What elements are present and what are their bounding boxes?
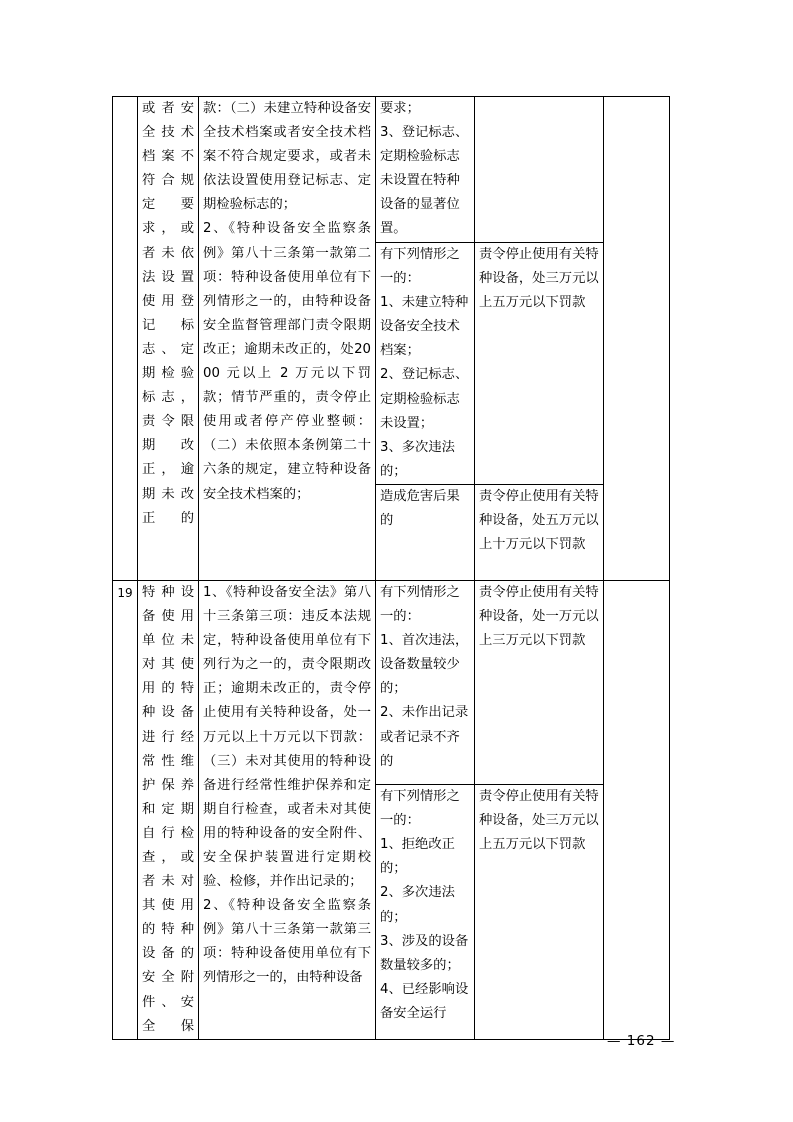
penalty-cell xyxy=(475,785,604,1040)
circumstance-text: 有下列情形之一的： 1、首次违法，设备数量较少的； 2、未作出记录或者记录不齐的 xyxy=(380,584,469,769)
circumstance-cell xyxy=(376,580,475,784)
circumstance-cell xyxy=(376,785,475,1040)
row-number: 19 xyxy=(117,585,133,600)
legal-basis-cell xyxy=(199,97,376,581)
page-number: — 162 — xyxy=(607,1033,676,1049)
circumstance-cell xyxy=(376,97,475,243)
violation-text: 特种设备使用单位未对其使用的特种设备进行经常性维护保养和定期自行检查，或者未对其使用的特种设备的安全附件、安全保 xyxy=(142,584,194,1034)
legal-basis-text: 1、《特种设备安全法》第八十三条第三项：违反本法规定，特种设备使用单位有下列行为之一的，责令限期改正；逾期未改正的，责令停止使用有关特种设备，处一万元以上十万元以下罚款：（三）未对其使用的特种设备进行经常性维护保养和定期自行检查，或者未对其使用的特种设备的安全附件、安全保护装置进行定期校验、检修，并作出记录的； 2、《特种设备安全监察条例》第八十三条第一款第三项：特种设备使用单位有下列情形之一的，由特种设备 xyxy=(203,584,371,986)
circumstance-text: 有下列情形之一的： 1、未建立特种设备安全技术档案； 2、登记标志、定期检验标志未设置； 3、多次违法的； xyxy=(380,247,469,479)
violation-cell xyxy=(138,580,199,1039)
penalty-cell xyxy=(475,580,604,784)
circumstance-text: 有下列情形之一的： 1、拒绝改正的； 2、多次违法的； 3、涉及的设备数量较多的； 4、已经影响设备安全运行 xyxy=(380,789,469,1021)
penalty-text: 责令停止使用有关特种设备，处三万元以上五万元以下罚款 xyxy=(479,247,599,311)
circumstance-text: 造成危害后果的 xyxy=(380,488,460,529)
penalty-text: 责令停止使用有关特种设备，处三万元以上五万元以下罚款 xyxy=(479,789,599,853)
penalty-text: 责令停止使用有关特种设备，处一万元以上三万元以下罚款 xyxy=(479,584,599,649)
violation-text: 或者安全技术档案不符合规定要求，或者未依法设置使用登记标志、定期检验标志，责令限期改正，逾期未改正的 xyxy=(142,101,194,526)
penalty-text: 责令停止使用有关特种设备，处五万元以上十万元以下罚款 xyxy=(479,488,599,553)
circumstance-cell xyxy=(376,484,475,580)
circumstance-cell xyxy=(376,243,475,485)
note-cell xyxy=(604,97,670,581)
table-row xyxy=(113,580,670,784)
penalty-cell xyxy=(475,484,604,580)
penalty-cell xyxy=(475,243,604,485)
legal-basis-text: 款：（二）未建立特种设备安全技术档案或者安全技术档案不符合规定要求，或者未依法设置使用登记标志、定期检验标志的； 2、《特种设备安全监察条例》第八十三条第一款第二项：特种设备使用单位有下列情形之一的，由特种设备安全监督管理部门责令限期改正；逾期未改正的，处2000 元以上 2 万元以下罚款；情节严重的，责令停止使用或者停产停业整顿：（二）未依照本条例第二十六条的规定，建立特种设备安全技术档案的； xyxy=(203,101,371,502)
circumstance-text: 要求； 3、登记标志、定期检验标志未设置在特种设备的显著位置。 xyxy=(380,101,469,237)
violation-cell xyxy=(138,97,199,581)
row-number-cell xyxy=(113,97,138,581)
penalty-cell xyxy=(475,97,604,243)
legal-basis-cell xyxy=(199,580,376,1039)
penalty-discretion-table xyxy=(112,96,670,1040)
table-row xyxy=(113,97,670,243)
note-cell xyxy=(604,580,670,1039)
row-number-cell xyxy=(113,580,138,1039)
